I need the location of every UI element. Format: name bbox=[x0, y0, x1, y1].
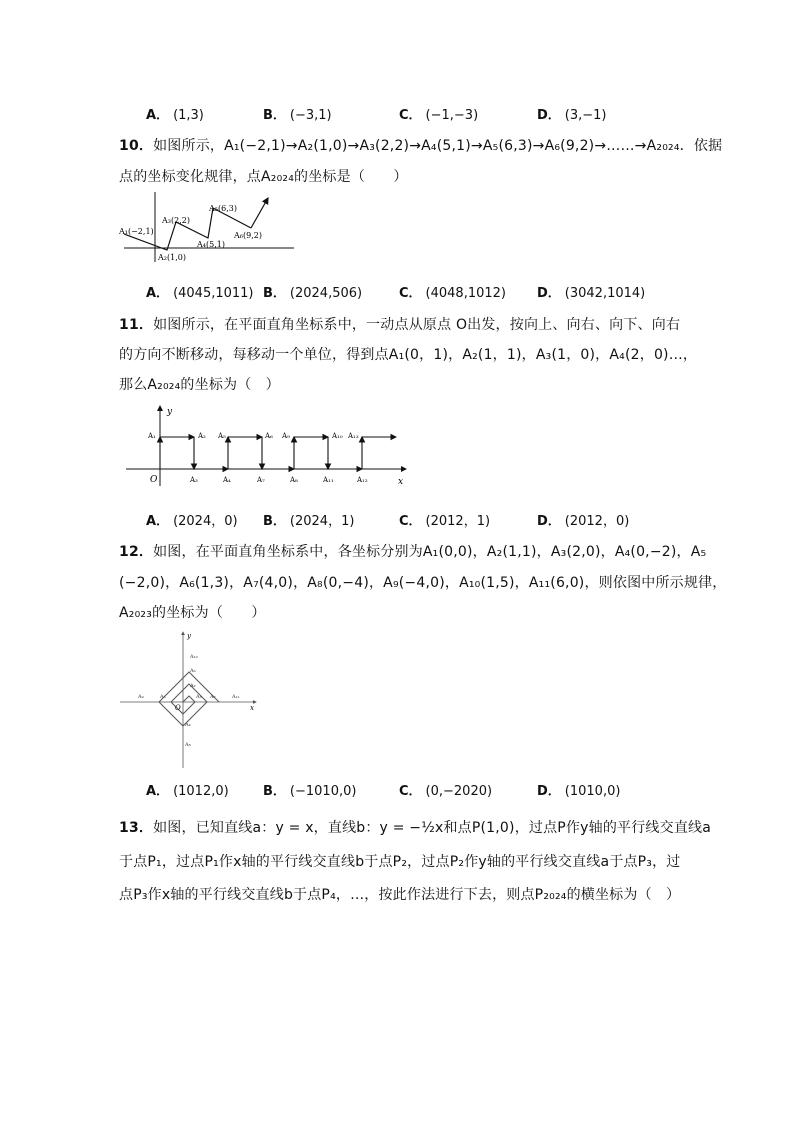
question-number: 11． bbox=[119, 317, 154, 333]
q12-option-d[interactable] bbox=[537, 780, 620, 799]
question-text: 如图，已知直线a：y = x，直线b：y = −½x和点P(1,0)，过点P作y轴的平行线交直线a bbox=[153, 820, 711, 836]
option-value: (2024，1) bbox=[289, 514, 355, 529]
option-label: C． bbox=[399, 514, 422, 529]
q11-option-d[interactable] bbox=[537, 510, 629, 529]
option-label: D． bbox=[537, 286, 561, 301]
option-value: (1,3) bbox=[173, 108, 204, 123]
option-value: (3,−1) bbox=[564, 108, 607, 123]
origin-label: O bbox=[175, 704, 181, 712]
label-a8: A₈ bbox=[185, 742, 191, 748]
label-a6: A₆ bbox=[265, 432, 273, 440]
q9-option-a[interactable] bbox=[146, 104, 204, 123]
q12-stem-line2: (−2,0)，A₆(1,3)，A₇(4,0)，A₈(0,−4)，A₉(−4,0)，A₁₀(1,5)，A₁₁(6,0)，则依图中所示规律， bbox=[119, 575, 727, 591]
origin-label: O bbox=[150, 475, 158, 485]
label-a1: A₁(−2,1) bbox=[119, 227, 154, 236]
q13-stem-line3: 点P₃作x轴的平行线交直线b于点P₄，…，按此作法进行下去，则点P₂₀₂₄的横坐标为（ ） bbox=[119, 887, 681, 903]
label-a4: A₄(5,1) bbox=[197, 240, 225, 249]
option-value: (−3,1) bbox=[289, 108, 332, 123]
option-value: (0,−2020) bbox=[425, 784, 493, 799]
q12-stem-line3: A₂₀₂₃的坐标为（ ） bbox=[119, 605, 266, 621]
q12-figure bbox=[118, 628, 260, 770]
q10-figure bbox=[118, 190, 300, 264]
label-a5: A₅ bbox=[160, 694, 166, 700]
option-label: B． bbox=[263, 514, 286, 529]
option-label: A． bbox=[146, 108, 170, 123]
q10-stem-line2: 点的坐标变化规律，点A₂₀₂₄的坐标是（ ） bbox=[119, 169, 408, 185]
label-a11: A₁₁ bbox=[323, 476, 334, 484]
label-a7: A₇ bbox=[210, 694, 216, 700]
label-a13: A₁₃ bbox=[348, 432, 359, 440]
label-a3: A₃ bbox=[190, 476, 198, 484]
option-value: (2012，0) bbox=[564, 514, 630, 529]
label-a12: A₁₂ bbox=[357, 476, 368, 484]
label-a4: A₄ bbox=[223, 476, 231, 484]
label-a1: A₁ bbox=[148, 432, 156, 440]
label-a3: A₃ bbox=[196, 694, 202, 700]
label-a7: A₇ bbox=[257, 476, 265, 484]
label-a2: A₂ bbox=[190, 683, 196, 689]
option-label: B． bbox=[263, 784, 286, 799]
option-label: D． bbox=[537, 514, 561, 529]
question-text: 如图，在平面直角坐标系中，各坐标分别为A₁(0,0)，A₂(1,1)，A₃(2,0)，A₄(0,−2)，A₅ bbox=[153, 544, 707, 560]
label-a5: A₅ bbox=[218, 432, 226, 440]
option-label: C． bbox=[399, 108, 422, 123]
option-label: D． bbox=[537, 784, 561, 799]
q11-stem-line1 bbox=[119, 314, 680, 334]
option-label: B． bbox=[263, 108, 286, 123]
option-value: (3042,1014) bbox=[564, 286, 646, 301]
q10-stem-line1 bbox=[119, 135, 722, 155]
question-number: 10． bbox=[119, 138, 154, 154]
q12-option-b[interactable] bbox=[263, 780, 356, 799]
q12-option-a[interactable] bbox=[146, 780, 229, 799]
option-label: A． bbox=[146, 784, 170, 799]
x-axis-label: x bbox=[398, 477, 404, 487]
option-label: C． bbox=[399, 286, 422, 301]
q11-option-b[interactable] bbox=[263, 510, 354, 529]
label-a9: A₉ bbox=[282, 432, 290, 440]
q11-figure bbox=[122, 400, 412, 490]
q10-option-d[interactable] bbox=[537, 282, 645, 301]
option-value: (1010,0) bbox=[564, 784, 621, 799]
option-label: B． bbox=[263, 286, 286, 301]
label-a6: A₆ bbox=[190, 668, 196, 674]
label-a6: A₆(9,2) bbox=[234, 231, 262, 240]
q10-option-b[interactable] bbox=[263, 282, 362, 301]
y-axis-label: y bbox=[167, 407, 173, 417]
q11-option-a[interactable] bbox=[146, 510, 238, 529]
q9-option-c[interactable] bbox=[399, 104, 478, 123]
option-label: A． bbox=[146, 514, 170, 529]
option-value: (−1,−3) bbox=[425, 108, 479, 123]
q9-option-d[interactable] bbox=[537, 104, 607, 123]
y-axis-label: y bbox=[187, 632, 191, 640]
q11-stem-line2: 的方向不断移动，每移动一个单位，得到点A₁(0，1)，A₂(1，1)，A₃(1，0)，A₄(2，0)…， bbox=[119, 347, 698, 363]
option-value: (2012，1) bbox=[425, 514, 491, 529]
label-a3: A₃(2,2) bbox=[162, 216, 190, 225]
label-a11: A₁₁ bbox=[232, 694, 240, 700]
option-value: (1012,0) bbox=[173, 784, 229, 799]
q11-stem-line3: 那么A₂₀₂₄的坐标为（ ） bbox=[119, 377, 280, 393]
option-label: A． bbox=[146, 286, 170, 301]
label-a4: A₄ bbox=[185, 722, 191, 728]
option-value: (4048,1012) bbox=[425, 286, 506, 301]
label-a10: A₁₀ bbox=[332, 432, 343, 440]
q11-option-c[interactable] bbox=[399, 510, 490, 529]
label-a10: A₁₀ bbox=[190, 654, 198, 660]
option-value: (4045,1011) bbox=[173, 286, 254, 301]
q12-option-c[interactable] bbox=[399, 780, 492, 799]
label-a8: A₈ bbox=[290, 476, 298, 484]
q9-option-b[interactable] bbox=[263, 104, 332, 123]
question-text: 如图所示，A₁(−2,1)→A₂(1,0)→A₃(2,2)→A₄(5,1)→A₅(6,3)→A₆(9,2)→……→A₂₀₂₄．依据 bbox=[153, 138, 723, 154]
label-a9: A₉ bbox=[138, 694, 144, 700]
q10-option-c[interactable] bbox=[399, 282, 506, 301]
path-arrow bbox=[251, 198, 268, 228]
label-a5: A₅(6,3) bbox=[209, 204, 237, 213]
question-number: 13． bbox=[119, 820, 154, 836]
option-label: D． bbox=[537, 108, 561, 123]
option-label: C． bbox=[399, 784, 422, 799]
question-number: 12． bbox=[119, 544, 154, 560]
label-a2: A₂(1,0) bbox=[158, 253, 186, 262]
option-value: (2024，0) bbox=[173, 514, 238, 529]
label-a2: A₂ bbox=[198, 432, 206, 440]
option-value: (−1010,0) bbox=[289, 784, 357, 799]
question-text: 如图所示，在平面直角坐标系中，一动点从原点 O出发，按向上、向右、向下、向右 bbox=[153, 317, 681, 333]
x-axis-label: x bbox=[250, 704, 254, 712]
q10-option-a[interactable] bbox=[146, 282, 254, 301]
q13-stem-line2: 于点P₁，过点P₁作x轴的平行线交直线b于点P₂，过点P₂作y轴的平行线交直线a于点P₃，过 bbox=[119, 854, 681, 870]
q13-stem-line1 bbox=[119, 817, 711, 837]
option-value: (2024,506) bbox=[289, 286, 363, 301]
q12-stem-line1 bbox=[119, 541, 706, 561]
